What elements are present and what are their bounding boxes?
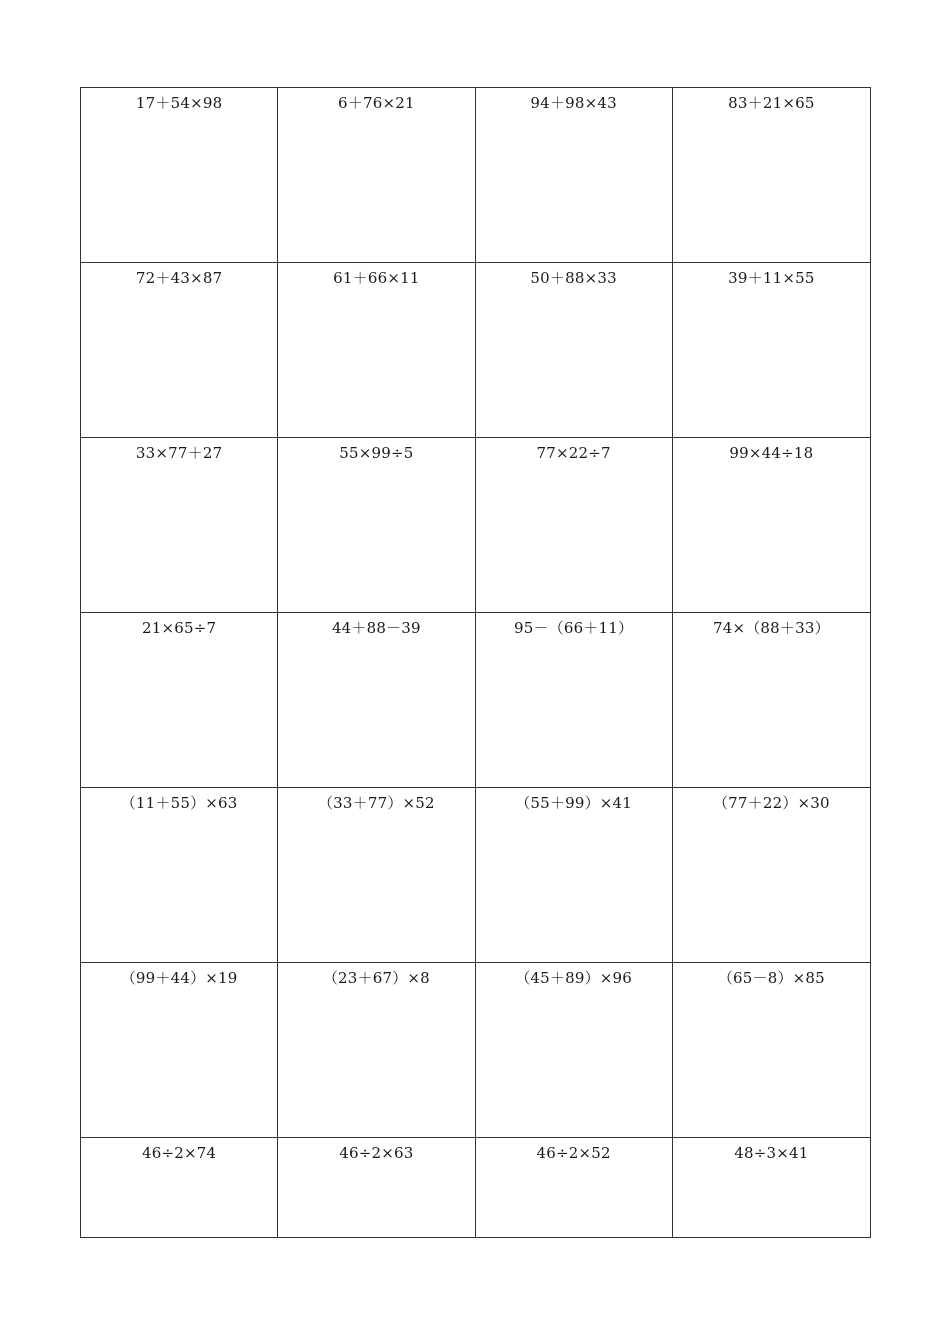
problem-expression: 99×44÷18 bbox=[729, 444, 814, 462]
problem-expression: 33×77＋27 bbox=[135, 444, 223, 462]
problem-expression: 83＋21×65 bbox=[728, 94, 815, 112]
problem-expression: 46÷2×52 bbox=[536, 1144, 611, 1162]
problem-cell bbox=[476, 263, 673, 438]
problem-cell bbox=[278, 263, 475, 438]
problem-expression: 94＋98×43 bbox=[530, 94, 617, 112]
problem-cell bbox=[476, 613, 673, 788]
problem-cell bbox=[81, 88, 278, 263]
problem-cell bbox=[278, 438, 475, 613]
problem-cell bbox=[476, 788, 673, 963]
problem-expression: 55×99÷5 bbox=[339, 444, 414, 462]
problem-expression: 46÷2×74 bbox=[141, 1144, 217, 1162]
problem-expression: 21×65÷7 bbox=[141, 619, 217, 637]
problem-expression: 39＋11×55 bbox=[728, 269, 815, 287]
problem-expression: 61＋66×11 bbox=[333, 269, 420, 287]
problem-cell bbox=[278, 1138, 475, 1237]
problem-expression: （11＋55）×63 bbox=[120, 794, 238, 812]
problem-cell bbox=[81, 438, 278, 613]
problem-cell bbox=[476, 963, 673, 1138]
problem-cell bbox=[81, 1138, 278, 1237]
problem-expression: 17＋54×98 bbox=[135, 94, 223, 112]
problem-expression: （45＋89）×96 bbox=[515, 969, 633, 987]
problem-cell bbox=[81, 263, 278, 438]
problem-expression: 44＋88－39 bbox=[331, 619, 421, 637]
problem-cell bbox=[673, 88, 870, 263]
problem-expression: 48÷3×41 bbox=[734, 1144, 809, 1162]
problem-expression: 74×（88＋33） bbox=[712, 619, 830, 637]
problem-expression: （33＋77）×52 bbox=[317, 794, 435, 812]
problem-cell bbox=[673, 788, 870, 963]
problem-expression: 95－（66＋11） bbox=[513, 619, 634, 637]
problem-cell bbox=[81, 788, 278, 963]
problem-expression: （55＋99）×41 bbox=[515, 794, 633, 812]
problem-expression: （77＋22）×30 bbox=[712, 794, 830, 812]
problem-cell bbox=[673, 438, 870, 613]
problem-cell bbox=[673, 1138, 870, 1237]
problem-cell bbox=[278, 788, 475, 963]
problem-expression: 46÷2×63 bbox=[339, 1144, 414, 1162]
problem-cell bbox=[278, 963, 475, 1138]
problem-expression: 6＋76×21 bbox=[338, 94, 415, 112]
problem-cell bbox=[476, 1138, 673, 1237]
problem-cell bbox=[278, 88, 475, 263]
problem-expression: 72＋43×87 bbox=[135, 269, 223, 287]
problem-expression: 77×22÷7 bbox=[536, 444, 611, 462]
problem-cell bbox=[673, 613, 870, 788]
problem-cell bbox=[81, 963, 278, 1138]
problem-cell bbox=[476, 88, 673, 263]
problem-cell bbox=[673, 263, 870, 438]
problem-expression: （65－8）×85 bbox=[717, 969, 825, 987]
worksheet-grid bbox=[80, 87, 871, 1238]
problem-cell bbox=[476, 438, 673, 613]
problem-cell bbox=[673, 963, 870, 1138]
problem-expression: （99＋44）×19 bbox=[120, 969, 238, 987]
problem-expression: 50＋88×33 bbox=[530, 269, 617, 287]
problem-expression: （23＋67）×8 bbox=[322, 969, 430, 987]
problem-cell bbox=[278, 613, 475, 788]
problem-cell bbox=[81, 613, 278, 788]
